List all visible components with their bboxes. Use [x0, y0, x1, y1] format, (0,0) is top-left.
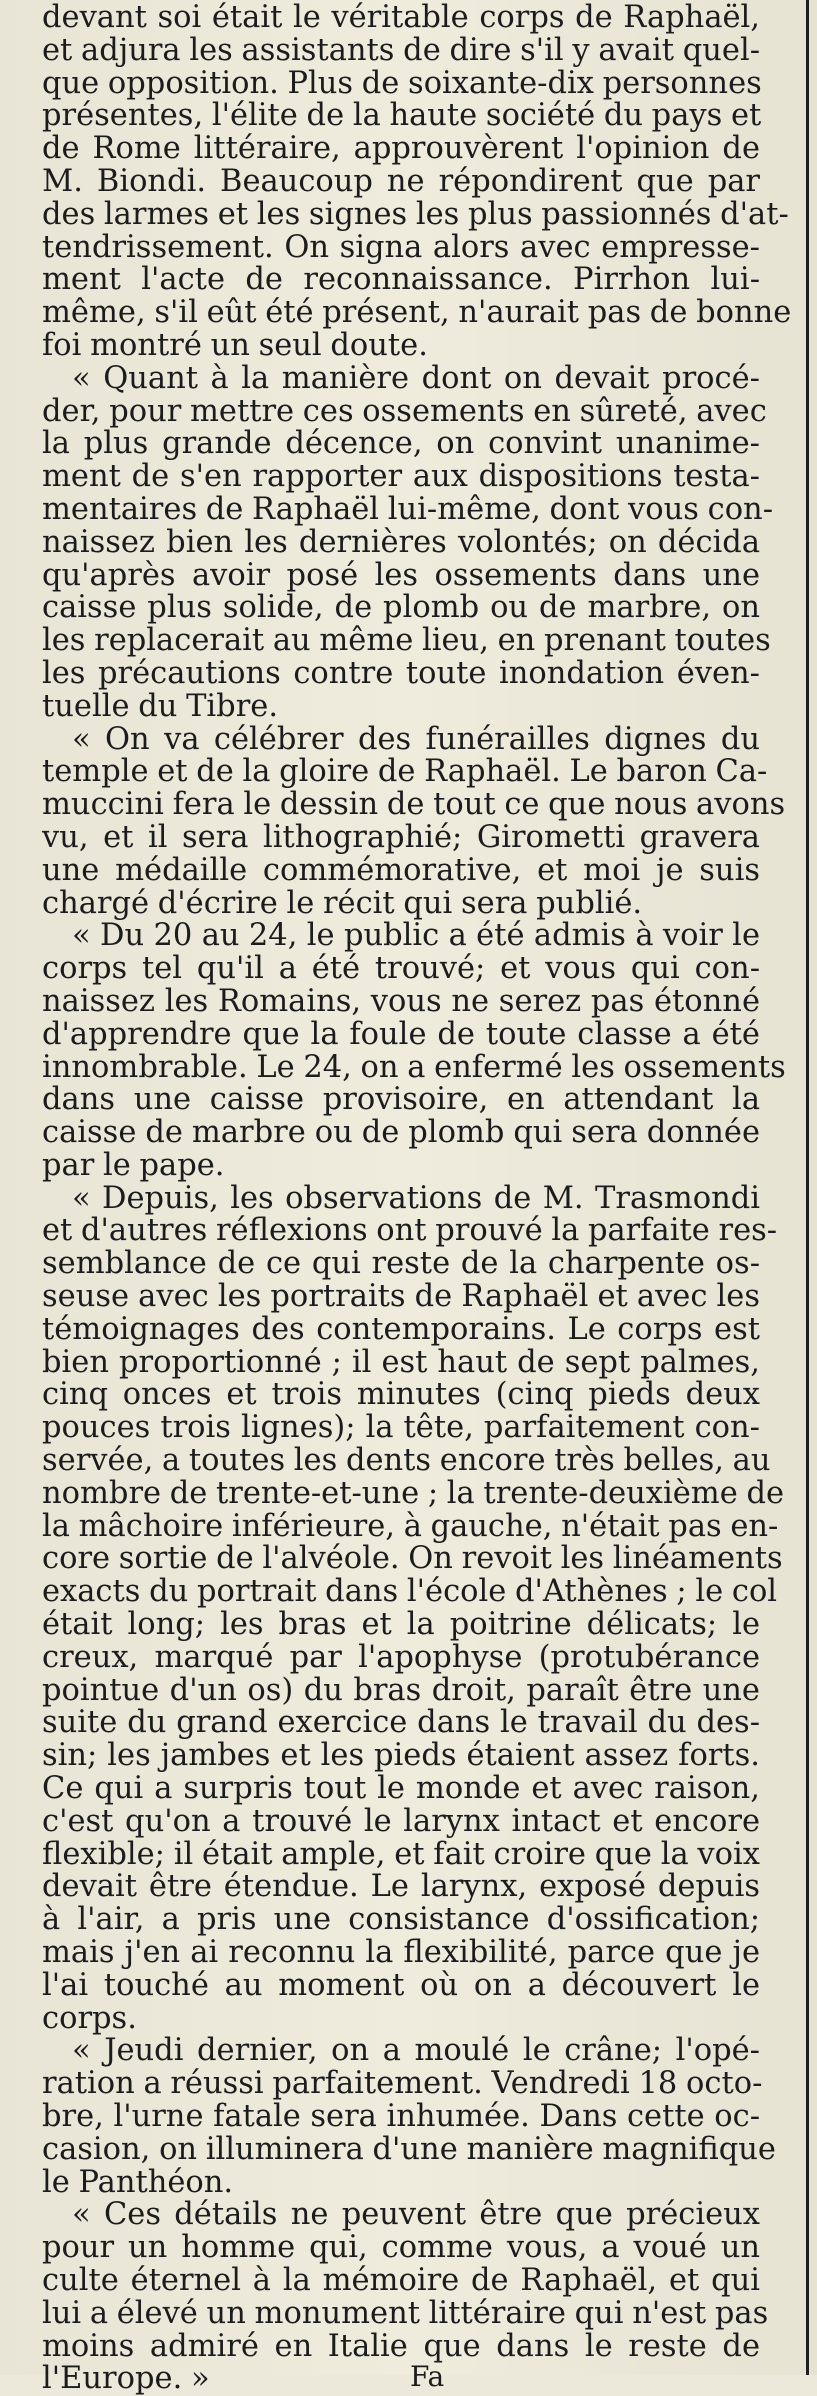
- text-line: lui a élevé un monument littéraire qui n'est pas: [42, 2295, 769, 2331]
- paragraph: [42, 918, 786, 1183]
- text-line: corps tel qu'il a été trouvé; et vous qui con-: [42, 951, 760, 987]
- text-line: la plus grande décence, on convint unanime-: [42, 426, 760, 462]
- text-line: devait être étendue. Le larynx, exposé depuis: [42, 1869, 760, 1905]
- paragraph: [42, 1180, 785, 2036]
- text-line: semblance de ce qui reste de la charpente os-: [42, 1246, 760, 1282]
- text-line: seuse avec les portraits de Raphaël et avec les: [42, 1279, 760, 1315]
- text-line: exacts du portrait dans l'école d'Athènes ; le col: [42, 1574, 778, 1610]
- text-line: core sortie de l'alvéole. On revoit les linéaments: [42, 1541, 783, 1577]
- text-line: « Jeudi dernier, on a moulé le crâne; l'opé-: [72, 2033, 760, 2069]
- text-line: et adjura les assistants de dire s'il y avait quel-: [42, 32, 760, 68]
- text-line: servée, a toutes les dents encore très belles, au: [42, 1443, 771, 1479]
- text-line: flexible; il était ample, et fait croire que la voix: [42, 1836, 760, 1872]
- text-line: cinq onces et trois minutes (cinq pieds deux: [42, 1377, 760, 1413]
- text-line: muccini fera le dessin de tout ce que nous avons: [42, 787, 786, 823]
- text-line: une médaille commémorative, et moi je suis: [42, 852, 760, 888]
- text-line: la mâchoire inférieure, à gauche, n'était pas en-: [42, 1508, 779, 1544]
- text-line: pouces trois lignes); la tête, parfaitement con-: [42, 1410, 760, 1446]
- text-line: chargé d'écrire le récit qui sera publié.: [42, 885, 643, 921]
- text-line: pointue d'un os) du bras droit, paraît être une: [42, 1672, 760, 1708]
- text-line: suite du grand exercice dans le travail du des-: [42, 1705, 760, 1741]
- text-line: ment de s'en rapporter aux dispositions testa-: [42, 459, 760, 495]
- text-line: « On va célébrer des funérailles dignes du: [72, 721, 760, 757]
- text-line: creux, marqué par l'apophyse (protubérance: [42, 1639, 760, 1675]
- text-line: le Panthéon.: [42, 2164, 234, 2200]
- text-line: pour un homme qui, comme vous, a voué un: [42, 2230, 760, 2266]
- text-line: culte éternel à la mémoire de Raphaël, et qui: [42, 2262, 760, 2298]
- text-line: « Ces détails ne peuvent être que précieux: [72, 2197, 760, 2233]
- text-line: les replacerait au même lieu, en prenant toutes: [42, 623, 771, 659]
- text-line: corps.: [42, 2000, 137, 2036]
- text-line: et d'autres réflexions ont prouvé la parfaite res-: [42, 1213, 778, 1249]
- paragraph: [42, 360, 774, 724]
- text-line: tuelle du Tibre.: [42, 688, 279, 724]
- text-line: temple et de la gloire de Raphaël. Le baron Ca-: [42, 754, 768, 790]
- text-line: naissez les Romains, vous ne serez pas étonné: [42, 983, 760, 1019]
- text-line: que opposition. Plus de soixante-dix personnes: [42, 65, 762, 101]
- text-line: c'est qu'on a trouvé le larynx intact et encore: [42, 1803, 760, 1839]
- signature-fragment: Fa: [410, 2360, 445, 2393]
- paragraph: [42, 2197, 769, 2396]
- text-line: vu, et il sera lithographié; Girometti gravera: [42, 819, 760, 855]
- text-line: ration a réussi parfaitement. Vendredi 18 octo-: [42, 2066, 763, 2102]
- text-line: « Du 20 au 24, le public a été admis à voir le: [72, 918, 760, 954]
- column-rule: [806, 0, 809, 2375]
- text-line: naissez bien les dernières volontés; on décida: [42, 524, 760, 560]
- text-line: les précautions contre toute inondation éven-: [42, 655, 760, 691]
- text-line: caisse de marbre ou de plomb qui sera donnée: [42, 1115, 760, 1151]
- text-line: der, pour mettre ces ossements en sûreté, avec: [42, 393, 767, 429]
- text-line: présentes, l'élite de la haute société du pays et: [42, 98, 762, 134]
- text-line: ment l'acte de reconnaissance. Pirrhon lui-: [42, 262, 760, 298]
- paragraph: [42, 721, 786, 921]
- text-line: devant soi était le véritable corps de Raphaël,: [42, 0, 760, 35]
- text-line: Ce qui a surpris tout le monde et avec raison,: [42, 1771, 760, 1807]
- paragraph: [42, 2033, 776, 2200]
- text-line: casion, on illuminera d'une manière magnifique: [42, 2131, 776, 2167]
- text-line: témoignages des contemporains. Le corps est: [42, 1311, 760, 1347]
- text-line: dans une caisse provisoire, en attendant la: [42, 1082, 760, 1118]
- paragraph: [42, 0, 792, 363]
- text-line: moins admiré en Italie que dans le reste de: [42, 2328, 760, 2364]
- text-line: mentaires de Raphaël lui-même, dont vous con-: [42, 491, 774, 527]
- text-line: d'apprendre que la foule de toute classe a été: [42, 1016, 760, 1052]
- text-line: même, s'il eût été présent, n'aurait pas de bonne: [42, 295, 792, 331]
- text-line: des larmes et les signes les plus passionnés d'at-: [42, 196, 789, 232]
- text-line: nombre de trente-et-une ; la trente-deuxième de: [42, 1475, 785, 1511]
- text-line: à l'air, a pris une consistance d'ossification;: [42, 1902, 760, 1938]
- text-line: tendrissement. On signa alors avec empresse-: [42, 229, 760, 265]
- text-line: foi montré un seul doute.: [42, 327, 428, 363]
- text-line: l'ai touché au moment où on a découvert le: [42, 1967, 760, 2003]
- text-line: « Quant à la manière dont on devait procé-: [72, 360, 760, 396]
- text-column: [42, 0, 792, 2396]
- text-line: l'Europe. »: [42, 2361, 210, 2396]
- text-line: bien proportionné ; il est haut de sept palmes,: [42, 1344, 760, 1380]
- text-line: qu'après avoir posé les ossements dans une: [42, 557, 760, 593]
- text-line: « Depuis, les observations de M. Trasmondi: [72, 1180, 760, 1216]
- text-line: était long; les bras et la poitrine délicats; le: [42, 1607, 760, 1643]
- text-line: innombrable. Le 24, on a enfermé les ossements: [42, 1049, 786, 1085]
- text-line: M. Biondi. Beaucoup ne répondirent que par: [42, 163, 760, 199]
- text-line: bre, l'urne fatale sera inhumée. Dans cette oc-: [42, 2099, 760, 2134]
- text-line: caisse plus solide, de plomb ou de marbre, on: [42, 590, 760, 626]
- text-line: sin; les jambes et les pieds étaient assez forts.: [42, 1738, 760, 1774]
- text-line: mais j'en ai reconnu la flexibilité, parce que je: [42, 1935, 760, 1971]
- text-line: de Rome littéraire, approuvèrent l'opinion de: [42, 131, 760, 167]
- text-line: par le pape.: [42, 1147, 225, 1183]
